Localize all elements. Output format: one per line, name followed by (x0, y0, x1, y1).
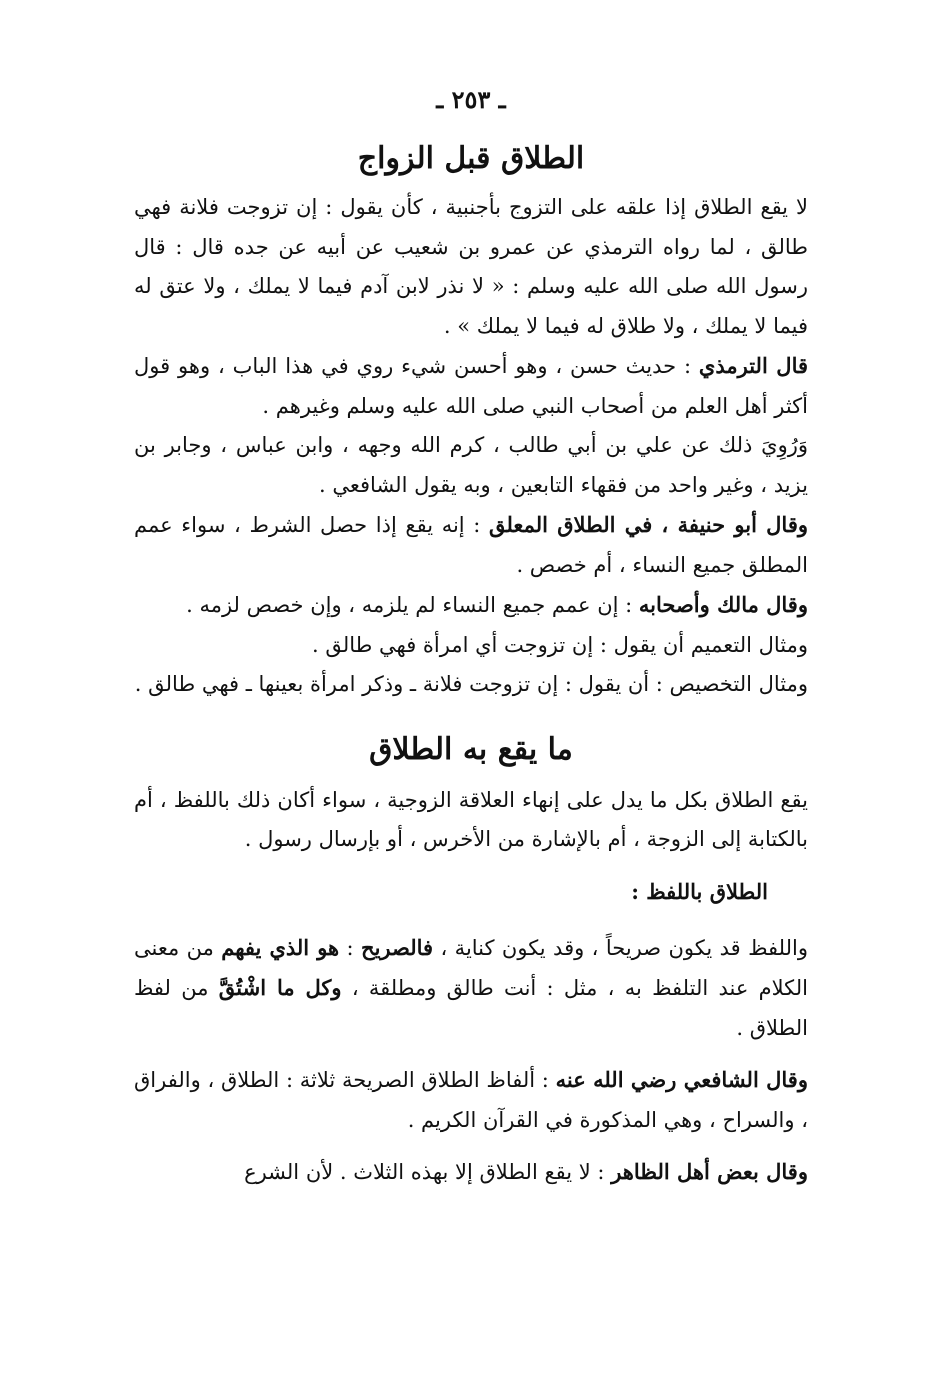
section-title-what-constitutes-divorce: ما يقع به الطلاق (369, 731, 573, 767)
section-title-divorce-before-marriage: الطلاق قبل الزواج (357, 141, 585, 176)
paragraph-text: : إن عمم جميع النساء لم يلزمه ، وإن خصص لزمه . (186, 593, 639, 617)
paragraph-text: من لفظ الطلاق . (134, 976, 808, 1040)
paragraph: ومثال التخصيص : أن يقول : إن تزوجت فلانة ـ وذكر امرأة بعينها ـ فهي طالق . (134, 672, 808, 696)
paragraph: لا يقع الطلاق إذا علقه على التزوج بأجنبية ، كأن يقول : إن تزوجت فلانة فهي طالق ، لما رواه الترمذي عن عمرو بن شعيب عن أبيه عن جده قال : قال رسول الله صلى الله عليه وسلم : « لا نذر لابن آدم فيما لا يملك ، ولا عتق له فيما لا يملك ، ولا طلاق له فيما لا يملك » . (134, 195, 808, 338)
paragraph-lead: وقال الشافعي رضي الله عنه (555, 1067, 808, 1092)
paragraph (134, 1152, 808, 1193)
paragraph-text: من معنى الكلام عند التلفظ به ، مثل : أنت طالق ومطلقة ، (134, 935, 809, 1000)
paragraph-text: : حديث حسن ، وهو أحسن شيء روي في هذا الباب ، وهو قول أكثر أهل العلم من أصحاب النبي صلى الله عليه وسلم وغيرهم . (134, 354, 808, 418)
paragraph-text: : ألفاظ الطلاق الصريحة ثلاثة : الطلاق ، والفراق ، والسراح ، وهي المذكورة في القرآن الكريم . (134, 1068, 808, 1132)
bold-term: هو الذي يفهم (221, 934, 340, 960)
paragraph: ومثال التعميم أن يقول : إن تزوجت أي امرأة فهي طالق . (311, 632, 808, 657)
paragraph (134, 928, 808, 1049)
paragraph-lead: وقال بعض أهل الظاهر (611, 1159, 808, 1184)
paragraph (134, 505, 808, 585)
paragraph (134, 346, 808, 426)
paragraph (134, 585, 808, 626)
paragraph (134, 1060, 808, 1140)
paragraph: وَرُوِيَ ذلك عن علي بن أبي طالب ، كرم الله وجهه ، وابن عباس ، وجابر بن يزيد ، وغير واحد من فقهاء التابعين ، وبه يقول الشافعي . (134, 433, 808, 497)
page-number: ـ ٢٥٣ ـ (436, 85, 506, 114)
bold-term: فالصريح (361, 934, 434, 960)
paragraph-text: واللفظ قد يكون صريحاً ، وقد يكون كناية ، (433, 935, 808, 960)
paragraph-text: : (339, 935, 362, 960)
paragraph-text: : لا يقع الطلاق إلا بهذه الثلاث . لأن الشرع (244, 1160, 612, 1184)
paragraph-lead: وقال أبو حنيفة ، في الطلاق المعلق (488, 512, 809, 537)
paragraph-lead: قال الترمذي (698, 353, 809, 378)
bold-term: وكل ما اشْتُقَّ (218, 975, 342, 1000)
sub-heading: الطلاق باللفظ : (631, 878, 768, 904)
paragraph-lead: وقال مالك وأصحابه (638, 592, 808, 617)
paragraph: يقع الطلاق بكل ما يدل على إنهاء العلاقة الزوجية ، سواء أكان ذلك باللفظ ، أم بالكتابة إلى الزوجة ، أم بالإشارة من الأخرس ، أو بإرسال رسول . (134, 787, 808, 851)
paragraph-text: : إنه يقع إذا حصل الشرط ، سواء عمم المطلق جميع النساء ، أم خصص . (134, 513, 808, 577)
